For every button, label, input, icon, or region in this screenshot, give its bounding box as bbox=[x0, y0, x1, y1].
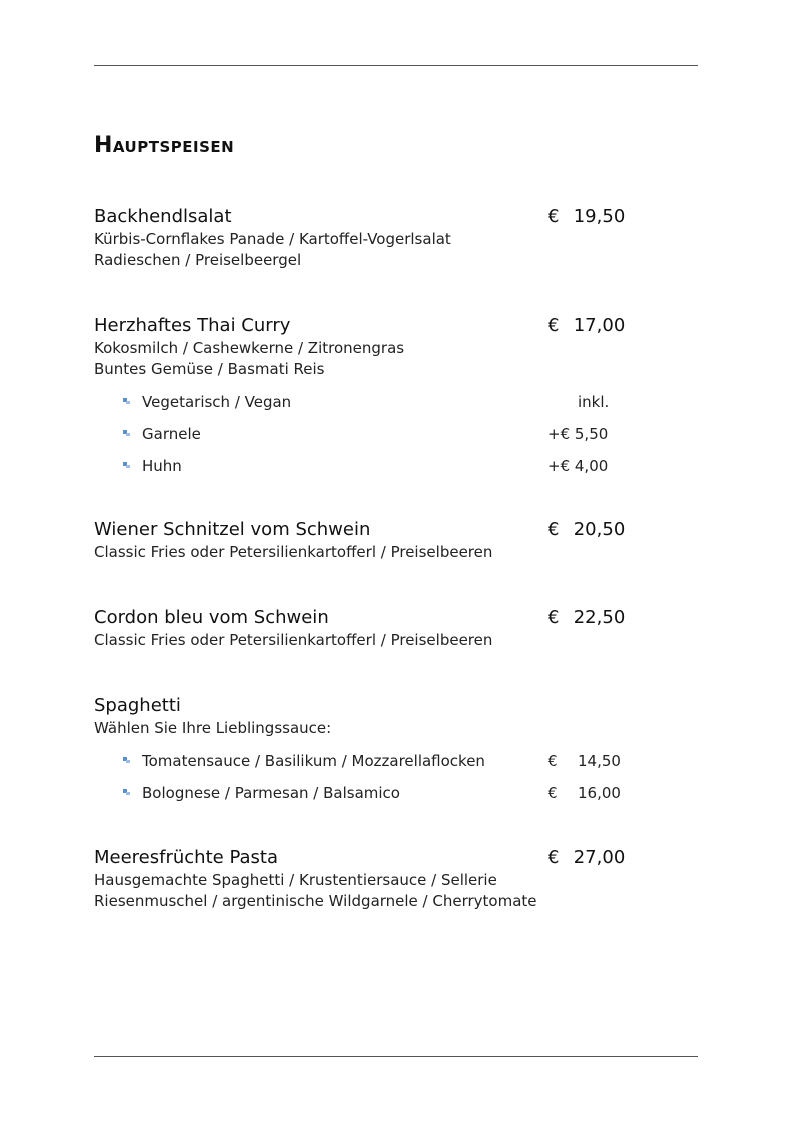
bottom-divider bbox=[94, 1056, 698, 1057]
menu-item-backhendlsalat bbox=[94, 205, 654, 271]
bullet-icon bbox=[122, 782, 132, 804]
option-label: Bolognese / Parmesan / Balsamico bbox=[142, 784, 400, 802]
dish-description: Hausgemachte Spaghetti / Krustentiersauce / Sellerie bbox=[94, 871, 497, 889]
dish-description: Riesenmuschel / argentinische Wildgarnele / Cherrytomate bbox=[94, 892, 537, 910]
option-label: Vegetarisch / Vegan bbox=[142, 393, 292, 411]
option-row bbox=[120, 782, 640, 804]
menu-item-cordon-bleu bbox=[94, 606, 654, 651]
dish-name: Meeresfrüchte Pasta bbox=[94, 847, 278, 868]
dish-name: Herzhaftes Thai Curry bbox=[94, 315, 291, 336]
bullet-icon bbox=[122, 750, 132, 772]
menu-item-meeresfruechte-pasta bbox=[94, 846, 654, 912]
menu-item-wiener-schnitzel bbox=[94, 518, 654, 563]
dish-name: Spaghetti bbox=[94, 695, 181, 716]
dish-price: € 17,00 bbox=[548, 315, 626, 336]
dish-price: € 19,50 bbox=[548, 206, 626, 227]
dish-description: Classic Fries oder Petersilienkartofferl / Preiselbeeren bbox=[94, 631, 493, 649]
bullet-icon bbox=[122, 455, 132, 477]
bullet-icon bbox=[122, 423, 132, 445]
option-row bbox=[120, 391, 640, 413]
dish-description: Classic Fries oder Petersilienkartofferl / Preiselbeeren bbox=[94, 543, 493, 561]
option-price: 14,50 bbox=[578, 752, 621, 770]
option-currency: € bbox=[548, 784, 558, 802]
option-price: +€ 5,50 bbox=[548, 425, 609, 443]
dish-description: Radieschen / Preiselbeergel bbox=[94, 251, 302, 269]
dish-price: € 20,50 bbox=[548, 519, 626, 540]
dish-price: € 22,50 bbox=[548, 607, 626, 628]
dish-name: Backhendlsalat bbox=[94, 206, 232, 227]
option-label: Garnele bbox=[142, 425, 201, 443]
section-title: Hauptspeisen bbox=[94, 133, 235, 158]
dish-name: Cordon bleu vom Schwein bbox=[94, 607, 329, 628]
option-label: Tomatensauce / Basilikum / Mozzarellaflocken bbox=[142, 752, 485, 770]
option-row bbox=[120, 750, 640, 772]
dish-description: Buntes Gemüse / Basmati Reis bbox=[94, 360, 325, 378]
dish-description: Kürbis-Cornflakes Panade / Kartoffel-Vogerlsalat bbox=[94, 230, 451, 248]
option-row bbox=[120, 423, 640, 445]
dish-description: Kokosmilch / Cashewkerne / Zitronengras bbox=[94, 339, 405, 357]
dish-name: Wiener Schnitzel vom Schwein bbox=[94, 519, 371, 540]
dish-description: Wählen Sie Ihre Lieblingssauce: bbox=[94, 719, 332, 737]
option-currency: € bbox=[548, 752, 558, 770]
menu-item-spaghetti bbox=[94, 694, 654, 739]
option-price: +€ 4,00 bbox=[548, 457, 609, 475]
option-row bbox=[120, 455, 640, 477]
dish-price: € 27,00 bbox=[548, 847, 626, 868]
option-price: inkl. bbox=[578, 393, 610, 411]
option-price: 16,00 bbox=[578, 784, 621, 802]
menu-item-thai-curry bbox=[94, 314, 654, 380]
top-divider bbox=[94, 65, 698, 66]
option-label: Huhn bbox=[142, 457, 182, 475]
bullet-icon bbox=[122, 391, 132, 413]
